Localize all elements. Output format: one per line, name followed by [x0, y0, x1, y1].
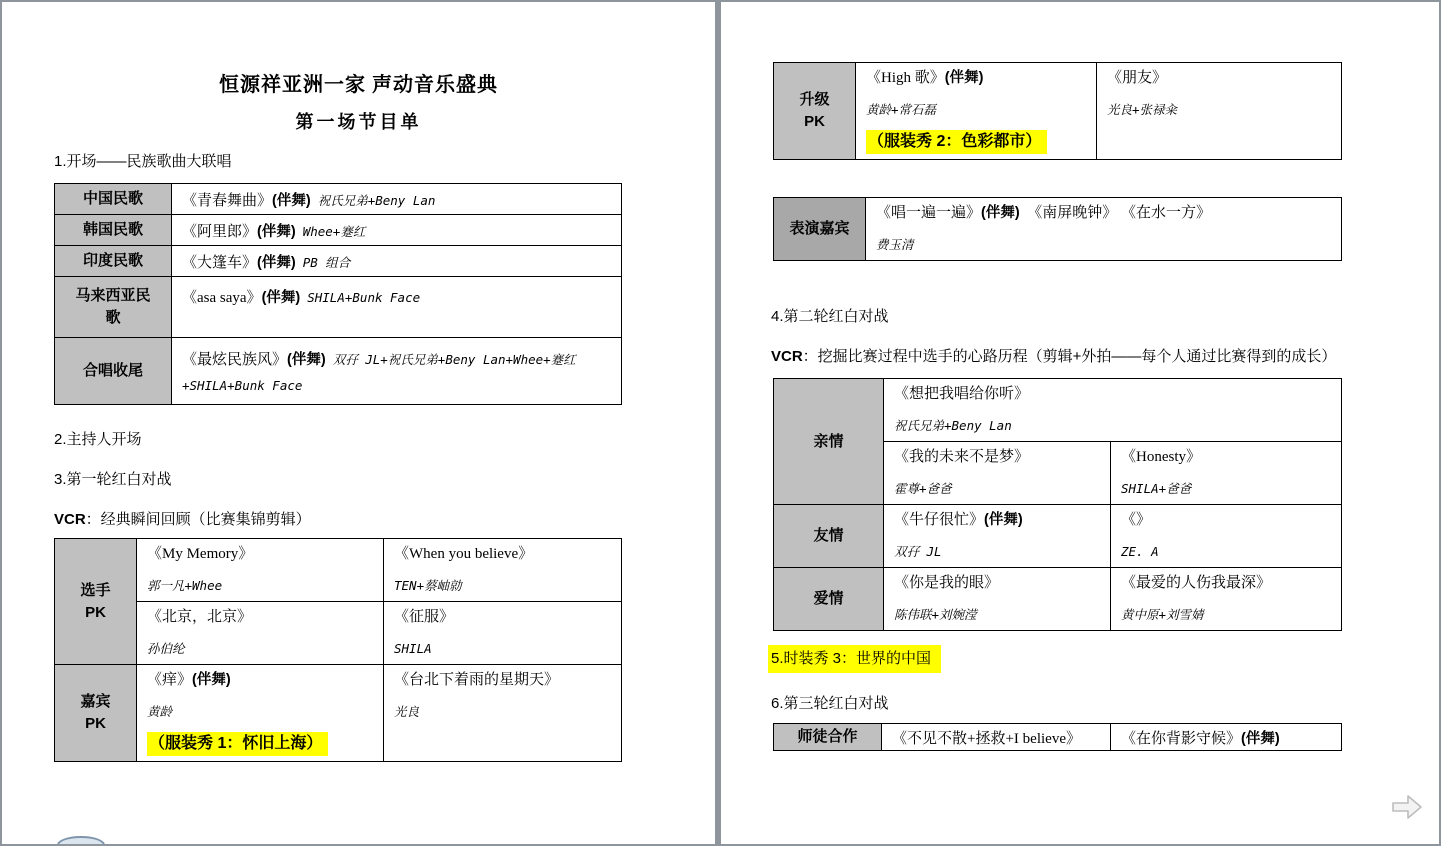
table-cell	[1097, 63, 1342, 160]
performers: 光良+张禄籴	[1107, 102, 1178, 117]
song-title: 《阿里郎》	[182, 223, 258, 240]
vcr-label: VCR	[54, 511, 86, 528]
table-cell	[172, 277, 622, 338]
table-cell	[172, 246, 622, 277]
opening-table	[54, 183, 622, 405]
table-cell	[172, 338, 622, 405]
accompaniment-label: (伴舞)	[192, 672, 231, 688]
table-row	[774, 63, 1342, 160]
song-title: 《不见不散+拯救+I believe》	[892, 730, 1081, 747]
table-row	[774, 505, 1342, 568]
accompaniment-label: (伴舞)	[257, 254, 296, 271]
table-cell	[856, 63, 1097, 160]
table-row	[55, 602, 622, 665]
vcr-line-2	[771, 347, 1336, 367]
accompaniment-label: (伴舞)	[1241, 730, 1280, 747]
table-cell	[884, 379, 1342, 442]
row-header: 选手 PK	[55, 539, 137, 665]
table-cell	[1111, 442, 1342, 505]
performers: 霍尊+爸爸	[894, 481, 952, 496]
table-row	[55, 184, 622, 215]
song-title: 《你是我的眼》	[894, 575, 1000, 591]
row-header: 亲情	[774, 379, 884, 505]
table-row	[55, 277, 622, 338]
accompaniment-label: (伴舞)	[261, 290, 301, 306]
vcr-text: ：挖掘比赛过程中选手的心路历程（剪辑+外拍——每个人通过比赛得到的成长）	[802, 348, 1337, 365]
upgrade-pk-table	[773, 62, 1342, 160]
row-header: 嘉宾 PK	[55, 665, 137, 762]
table-row	[55, 215, 622, 246]
performers: 光良	[394, 704, 420, 719]
table-cell	[884, 442, 1111, 505]
song-title: 《征服》	[394, 609, 455, 625]
vcr-line-1	[54, 510, 311, 530]
performers: 黄中原+刘雪婧	[1121, 607, 1204, 622]
performers: ZE. A	[1121, 544, 1159, 559]
table-cell	[172, 184, 622, 215]
section-heading-4: 4.第二轮红白对战	[771, 308, 889, 325]
song-title: 《朋友》	[1107, 70, 1168, 86]
song-title: 《大篷车》	[182, 254, 258, 271]
song-title: 《asa saya》	[182, 290, 262, 306]
table-row	[774, 379, 1342, 442]
accompaniment-label: (伴舞)	[944, 70, 984, 86]
row-header: 师徒合作	[774, 724, 882, 751]
song-title: 《最炫民族风》	[182, 352, 288, 368]
page-2	[721, 2, 1439, 844]
table-cell	[866, 198, 1342, 261]
table-cell	[884, 505, 1111, 568]
performers: SHILA+爸爸	[1121, 481, 1192, 496]
section-heading-5	[768, 645, 941, 673]
row-header: 马来西亚民歌	[55, 277, 172, 338]
table-cell	[137, 665, 384, 762]
section-heading-2: 2.主持人开场	[54, 431, 142, 448]
song-title: 《牛仔很忙》	[894, 512, 985, 528]
row-header: 中国民歌	[55, 184, 172, 215]
performers: 黄龄	[147, 704, 173, 719]
row-header: 升级 PK	[774, 63, 856, 160]
guest-performance-table	[773, 197, 1342, 261]
song-title: 《》	[1121, 512, 1152, 528]
page-subtitle: 第一场节目单	[295, 112, 422, 132]
row-header: 合唱收尾	[55, 338, 172, 405]
song-title: 《南屏晚钟》 《在水一方》	[1019, 205, 1211, 221]
table-row	[55, 539, 622, 602]
accompaniment-label: (伴舞)	[257, 223, 296, 240]
fashion-show-highlight: 5.时装秀 3：世界的中国	[768, 645, 941, 673]
performers: 费玉清	[876, 237, 914, 252]
performers: 郭一凡+Whee	[147, 578, 223, 593]
rounds-table	[773, 378, 1342, 631]
song-title: 《最爱的人伤我最深》	[1121, 575, 1272, 591]
table-row	[774, 198, 1342, 261]
performers: 祝氏兄弟+Beny Lan	[317, 192, 436, 208]
performers: 黄龄+常石磊	[866, 102, 937, 117]
table-row	[55, 338, 622, 405]
vcr-label: VCR	[771, 348, 803, 365]
table-cell	[384, 539, 622, 602]
row-header: 表演嘉宾	[774, 198, 866, 261]
performers: TEN+蔡岫勍	[394, 578, 462, 593]
table-cell	[384, 665, 622, 762]
table-cell	[137, 602, 384, 665]
performers: SHILA+Bunk Face	[307, 290, 421, 305]
page-1	[2, 2, 715, 844]
performers: Whee+蹇红	[302, 223, 366, 239]
table-row	[55, 246, 622, 277]
song-title: 《想把我唱给你听》	[894, 386, 1030, 402]
performers: SHILA	[394, 641, 432, 656]
row-header: 友情	[774, 505, 884, 568]
performers: PB 组合	[302, 254, 351, 270]
song-title: 《台北下着雨的星期天》	[394, 672, 560, 688]
table-cell	[137, 539, 384, 602]
song-title: 《High 歌》	[866, 70, 945, 86]
song-title: 《Honesty》	[1121, 449, 1201, 465]
song-title: 《痒》	[147, 672, 193, 688]
table-cell	[1111, 568, 1342, 631]
song-title: 《青春舞曲》	[182, 192, 273, 209]
page-title: 恒源祥亚洲一家 声动音乐盛典	[219, 74, 498, 96]
song-title: 《When you believe》	[394, 546, 534, 562]
accompaniment-label: (伴舞)	[287, 352, 326, 368]
table-cell	[1111, 724, 1342, 751]
performers: 陈伟联+刘婉滢	[894, 607, 977, 622]
costume-show-highlight: （服装秀 2：色彩都市）	[866, 130, 1047, 154]
table-cell	[1111, 505, 1342, 568]
performers: 双孖 JL+祝氏兄弟+Beny Lan+Whee+蹇红+SHILA+Bunk Face	[182, 352, 576, 393]
costume-show-highlight: （服装秀 1：怀旧上海）	[147, 732, 328, 756]
row-header: 韩国民歌	[55, 215, 172, 246]
table-cell	[172, 215, 622, 246]
table-row	[774, 568, 1342, 631]
performers: 双孖 JL	[894, 544, 942, 559]
accompaniment-label: (伴舞)	[272, 192, 311, 209]
section-heading-1: 1.开场——民族歌曲大联唱	[54, 153, 232, 170]
table-cell	[384, 602, 622, 665]
performers: 孙伯纶	[147, 641, 185, 656]
song-title: 《在你背影守候》	[1121, 730, 1242, 747]
song-title: 《My Memory》	[147, 546, 254, 562]
pk-table	[54, 538, 622, 762]
section-heading-6: 6.第三轮红白对战	[771, 695, 889, 712]
table-cell	[884, 568, 1111, 631]
table-row	[774, 724, 1342, 751]
vcr-text: ：经典瞬间回顾（比赛集锦剪辑）	[85, 511, 311, 528]
row-header: 印度民歌	[55, 246, 172, 277]
accompaniment-label: (伴舞)	[984, 512, 1023, 528]
song-title: 《我的未来不是梦》	[894, 449, 1030, 465]
table-cell	[882, 724, 1111, 751]
row-header: 爱情	[774, 568, 884, 631]
song-title: 《唱一遍一遍》	[876, 205, 982, 221]
section-heading-3: 3.第一轮红白对战	[54, 471, 172, 488]
table-row	[55, 665, 622, 762]
performers: 祝氏兄弟+Beny Lan	[894, 418, 1012, 433]
accompaniment-label: (伴舞)	[981, 205, 1020, 221]
master-apprentice-table	[773, 723, 1342, 751]
song-title: 《北京，北京》	[147, 609, 253, 625]
next-page-arrow-icon[interactable]	[1391, 794, 1423, 820]
